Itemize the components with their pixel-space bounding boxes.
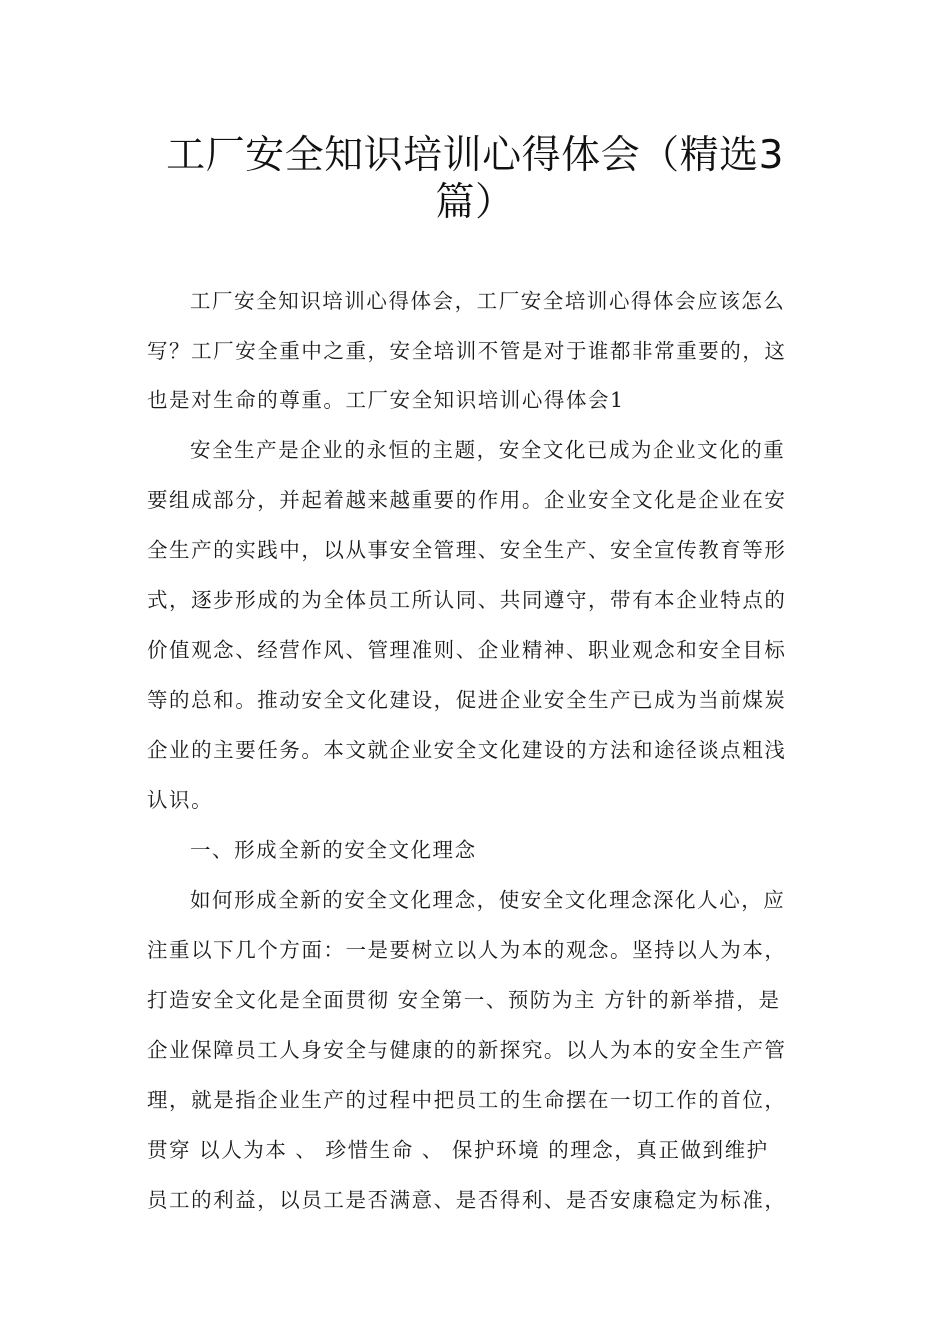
body-line: 企业的主要任务。本文就企业安全文化建设的方法和途径谈点粗浅 bbox=[147, 738, 787, 762]
body-line: 工厂安全知识培训心得体会，工厂安全培训心得体会应该怎么 bbox=[190, 289, 786, 313]
body-line: 员工的利益，以员工是否满意、是否得利、是否安康稳定为标准， bbox=[147, 1188, 787, 1212]
body-line: 企业保障员工人身安全与健康的的新探究。以人为本的安全生产管 bbox=[147, 1038, 787, 1062]
body-line: 打造安全文化是全面贯彻 安全第一、预防为主 方针的新举措，是 bbox=[147, 988, 781, 1012]
body-line: 也是对生命的尊重。工厂安全知识培训心得体会1 bbox=[147, 388, 625, 412]
body-line: 理，就是指企业生产的过程中把员工的生命摆在一切工作的首位， bbox=[147, 1088, 787, 1112]
document-title-line-2: 篇） bbox=[435, 180, 515, 225]
body-line: 等的总和。推动安全文化建设，促进企业安全生产已成为当前煤炭 bbox=[147, 688, 787, 712]
body-line: 注重以下几个方面：一是要树立以人为本的观念。坚持以人为本， bbox=[147, 938, 787, 962]
body-line: 贯穿 以人为本 、 珍惜生命 、 保护环境 的理念，真正做到维护 bbox=[147, 1138, 769, 1162]
body-line: 价值观念、经营作风、管理准则、企业精神、职业观念和安全目标 bbox=[147, 638, 787, 662]
body-line: 式，逐步形成的为全体员工所认同、共同遵守，带有本企业特点的 bbox=[147, 588, 787, 612]
section-heading: 一、形成全新的安全文化理念 bbox=[190, 838, 477, 862]
body-line: 认识。 bbox=[147, 788, 214, 812]
body-line: 写？工厂安全重中之重，安全培训不管是对于谁都非常重要的，这 bbox=[147, 339, 787, 363]
body-line: 要组成部分，并起着越来越重要的作用。企业安全文化是企业在安 bbox=[147, 488, 787, 512]
body-line: 安全生产是企业的永恒的主题，安全文化已成为企业文化的重 bbox=[190, 438, 786, 462]
document-title-line-1: 工厂安全知识培训心得体会（精选3 bbox=[166, 133, 784, 178]
body-line: 如何形成全新的安全文化理念，使安全文化理念深化人心，应 bbox=[190, 888, 786, 912]
body-line: 全生产的实践中，以从事安全管理、安全生产、安全宣传教育等形 bbox=[147, 538, 787, 562]
